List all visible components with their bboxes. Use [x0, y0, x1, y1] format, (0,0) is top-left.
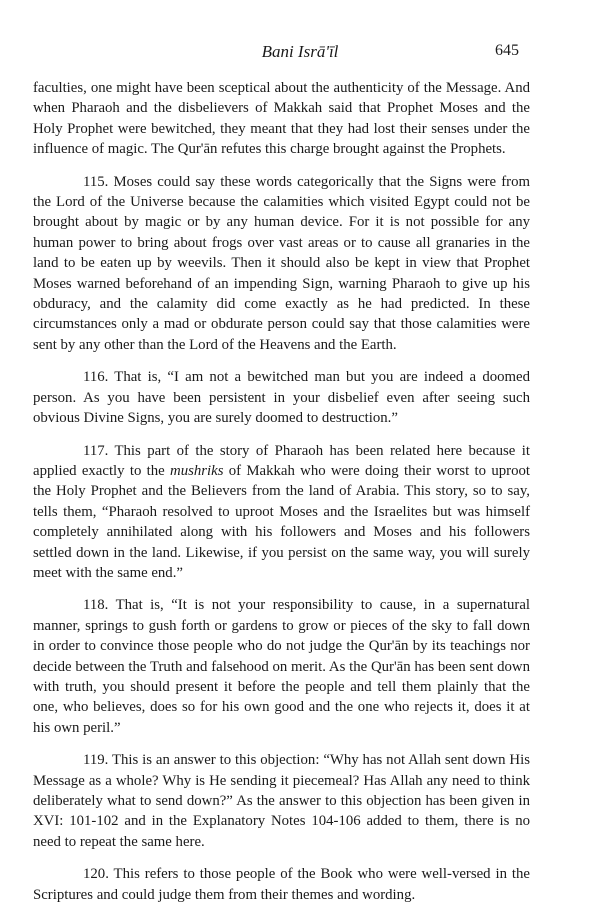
note-115: 115. Moses could say these words categorically that the Signs were from the Lord of the Universe because the calamities which visited Egypt could not be brought about by magic or by any human device. For it is not possible for any human power to bring about frogs over vast areas or to cause all granaries in the land to be eaten up by weevils. Then it should also be kept in view that Prophet Moses warned beforehand of an impending Sign, warning Pharaoh to give up his obduracy, and the calamity did come exactly as he had predicted. In these circumstances only a mad or obdurate person could say that those calamities were sent by any other than the Lord of the Heavens and the Earth. — [33, 173, 530, 353]
running-title: Bani Isrā'īl — [261, 42, 339, 61]
running-head — [0, 42, 600, 64]
note-119: 119. This is an answer to this objection: “Why has not Allah sent down His Message as a whole? Why is He sending it piecemeal? Has Allah any need to think deliberately what to send down?” As the answer to this objection has been given in XVI: 101-102 and in the Explanatory Notes 104-106 added to them, there is no need to repeat the same here. — [33, 752, 530, 850]
note-117-part2: of Makkah who were doing their worst to uproot the Holy Prophet and the Believers from the land of Arabia. This story, so to say, tells them, “Pharaoh resolved to uproot Moses and the Israelites but was himself completely annihilated along with his followers and Moses and his followers settled down in the land. Likewise, if you persist on the same way, you will surely meet with the same end.” — [33, 462, 530, 581]
note-118: 118. That is, “It is not your responsibility to cause, in a supernatural manner, springs to gush forth or gardens to grow or pieces of the sky to fall down in order to convince those people who do not judge the Qur'ān by its teachings nor decide between the Truth and falsehood on merit. As the Qur'ān has been sent down with truth, you should present it before the people and tell them plainly that the one, who believes, does so for his own good and the one who rejects it, does it at his own peril.” — [33, 597, 530, 736]
page-number: 645 — [495, 42, 519, 59]
note-120: 120. This refers to those people of the Book who were well-versed in the Scriptures and could judge them from their themes and wording. — [33, 866, 530, 903]
note-116: 116. That is, “I am not a bewitched man but you are indeed a doomed person. As you have been persistent in your disbelief even after seeing such obvious Divine Signs, you are surely doomed to destruction.” — [33, 369, 530, 427]
note-117 — [33, 441, 530, 584]
continuation-paragraph: faculties, one might have been sceptical about the authenticity of the Message. And when Pharaoh and the disbelievers of Makkah said that Prophet Moses and the Holy Prophet were bewitched, they meant that they had lost their senses under the influence of magic. The Qur'ān refutes this charge brought against the Prophets. — [33, 80, 530, 158]
body-text — [33, 78, 530, 917]
note-117-italic-term: mushriks — [170, 462, 224, 479]
note-117-part1: 117. This part of the story of Pharaoh has been related here because it applied exactly to the — [33, 442, 530, 479]
